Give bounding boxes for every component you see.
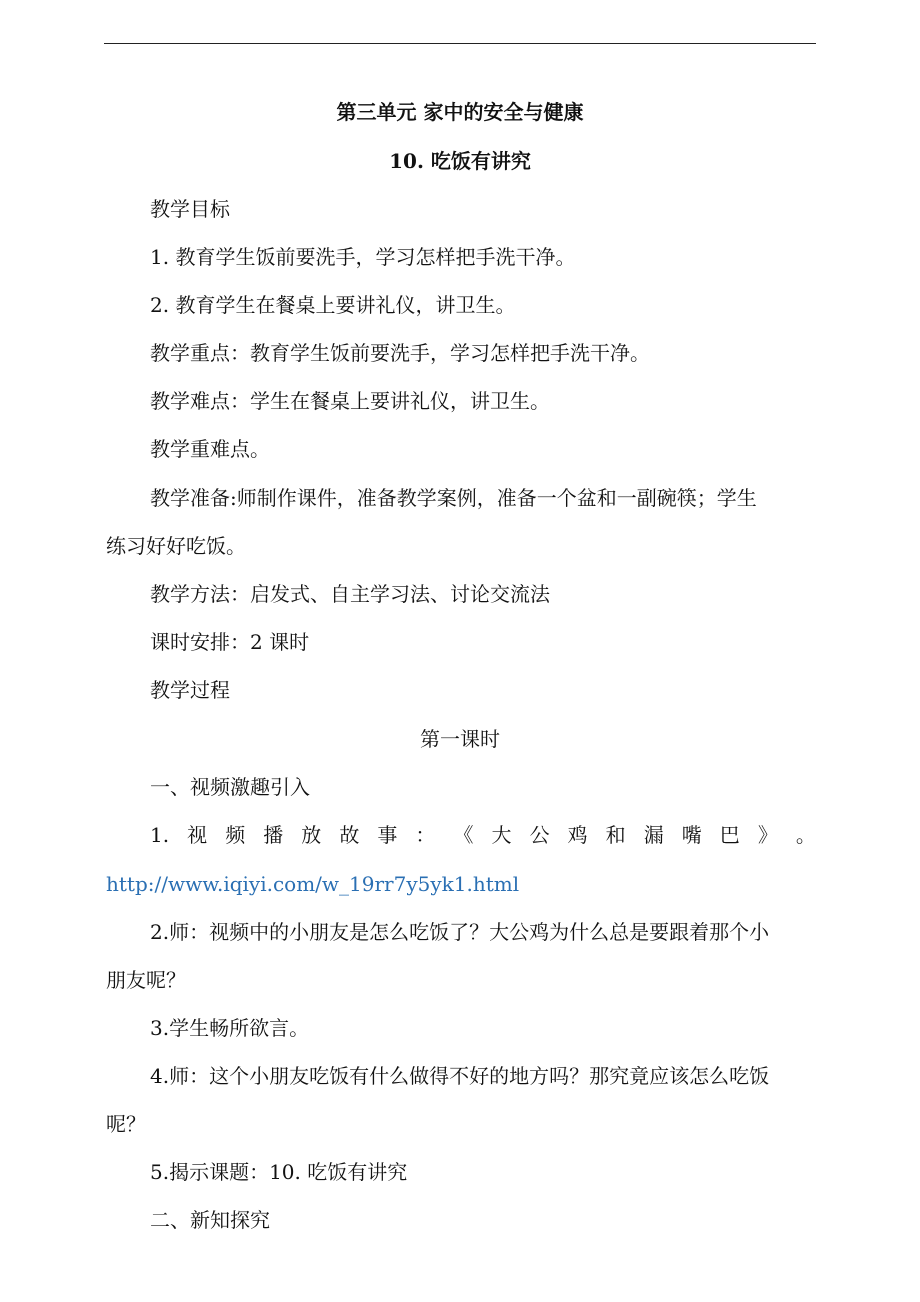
step-1-char: 视 (187, 823, 208, 847)
schedule: 课时安排：2 课时 (150, 630, 310, 654)
step-1-char: 公 (529, 823, 550, 847)
step-1-char: 放 (301, 823, 322, 847)
section-1-heading: 一、视频激趣引入 (150, 775, 310, 799)
difficult-point: 教学难点：学生在餐桌上要讲礼仪，讲卫生。 (150, 389, 550, 413)
first-lesson-heading: 第一课时 (420, 727, 500, 751)
step-1-char: 鸡 (567, 823, 588, 847)
step-1-char: 漏 (643, 823, 664, 847)
unit-title: 第三单元 家中的安全与健康 (336, 100, 584, 124)
goal-1: 1. 教育学生饭前要洗手，学习怎样把手洗干净。 (150, 245, 576, 269)
step-2-line-2: 朋友呢？ (106, 968, 186, 992)
goals-heading: 教学目标 (150, 197, 230, 221)
step-4-line-2: 呢？ (106, 1112, 146, 1136)
prep-line-2: 练习好好吃饭。 (106, 534, 246, 558)
goal-2: 2. 教育学生在餐桌上要讲礼仪，讲卫生。 (150, 293, 516, 317)
step-1-char: 故 (339, 823, 360, 847)
section-2-heading: 二、新知探究 (150, 1208, 270, 1232)
step-1-char: 和 (605, 823, 626, 847)
header-rule (104, 43, 816, 44)
lesson-title: 10. 吃饭有讲究 (389, 149, 531, 173)
process-heading: 教学过程 (150, 678, 230, 702)
step-3: 3.学生畅所欲言。 (150, 1016, 310, 1040)
step-1-char: 大 (491, 823, 512, 847)
step-1-char: 频 (225, 823, 246, 847)
step-1-char: 巴 (719, 823, 740, 847)
step-1-char: 》 (757, 823, 778, 847)
step-1-char: ： (415, 823, 436, 847)
key-difficult: 教学重难点。 (150, 437, 270, 461)
step-4-line-1: 4.师：这个小朋友吃饭有什么做得不好的地方吗？那究竟应该怎么吃饭 (150, 1064, 770, 1088)
step-1-char: 嘴 (681, 823, 702, 847)
step-5: 5.揭示课题：10. 吃饭有讲究 (150, 1160, 408, 1184)
key-point: 教学重点：教育学生饭前要洗手，学习怎样把手洗干净。 (150, 341, 650, 365)
step-1-char: 。 (795, 823, 816, 847)
step-1-char: 《 (453, 823, 474, 847)
step-1-text (150, 823, 816, 847)
prep-line-1: 教学准备:师制作课件，准备教学案例，准备一个盆和一副碗筷；学生 (150, 486, 757, 510)
video-link[interactable]: http://www.iqiyi.com/w_19rr7y5yk1.html (106, 872, 520, 896)
step-2-line-1: 2.师：视频中的小朋友是怎么吃饭了？大公鸡为什么总是要跟着那个小 (150, 920, 770, 944)
step-1-char: 播 (263, 823, 284, 847)
teaching-method: 教学方法：启发式、自主学习法、讨论交流法 (150, 582, 550, 606)
step-1-char: 事 (377, 823, 398, 847)
step-1-char: 1. (150, 823, 170, 847)
